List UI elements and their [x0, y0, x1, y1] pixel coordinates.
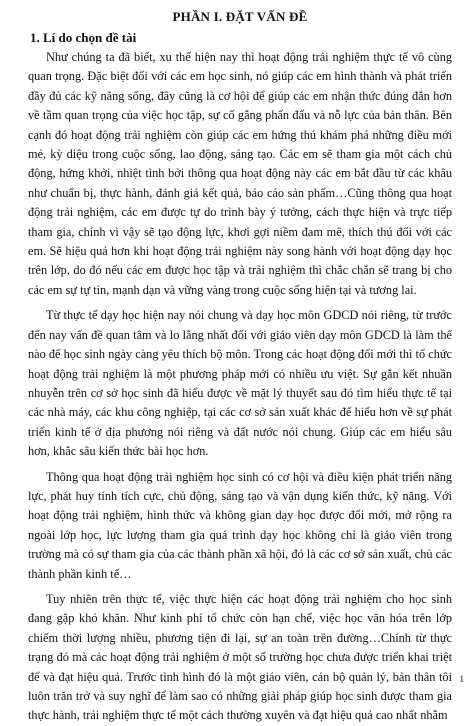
part-title: PHẦN I. ĐẶT VẤN ĐỀ	[172, 9, 308, 24]
paragraph: Thông qua hoạt động trải nghiệm học sinh có cơ hội và điều kiện phát triển năng lực, phát huy tính tích cực, chủ động, sáng tạo và vận dụng kiến thức, kỹ năng. Với hoạt động trải nghiệm, hình thức và không gian dạy học được đổi mới, mở rộng ra ngoài lớp học, lực lượng tham gia quá trình dạy học không chỉ là giáo viên trong trường mà có sự tham gia của các thành phần xã hội, đó là các cơ sở sản xuất, chủ các thành phần kinh tế…	[28, 469, 452, 581]
section-heading: 1. Lí do chọn đề tài	[30, 30, 137, 45]
page-number: 1	[459, 674, 464, 684]
paragraph: Từ thực tế dạy học hiện nay nói chung và dạy học môn GDCD nói riêng, từ trước đến nay vấn đề quan tâm và lo lắng nhất đối với giáo viên dạy môn GDCD là làm thế nào để học sinh ngày càng yêu thích bộ môn. Trong các hoạt động đổi mới thì tổ chức hoạt động trải nghiệm là một phương pháp mới có nhiều ưu việt. Sự gắn kết nhuần nhuyễn trên cơ sở học sinh đã hiểu được về mặt lý thuyết sau đó tìm hiểu thực tế tại các nhà máy, các khu công nghiệp, tại các cơ sở sản xuất khác để hiểu hơn về sự phát triển kinh tế ở địa phương nói riêng và đất nước nói chung. Giúp các em hiểu sâu hơn, khắc sâu kiến thức bài học hơn.	[28, 308, 452, 459]
paragraph: Tuy nhiên trên thực tế, việc thực hiện các hoạt động trải nghiệm cho học sinh đang gặp khó khăn. Như kinh phí tổ chức còn hạn chế, việc học văn hóa trên lớp chiếm thời lượng nhiều, phương tiện đi lại, sự an toàn trên đường…Chính từ thực trạng đó mà các hoạt động trải nghiệm ở một số trường học chưa được triển khai triệt để và đạt hiệu quả. Trước tình hình đó là một giáo viên, cán bộ quản lý, bản thân tôi luôn trăn trở và suy nghĩ để làm sao có những giải pháp giúp học sinh được tham gia thực hành, trải nghiệm thực tế một cách thường xuyên và đạt hiệu quả cao nhất nhằm	[28, 591, 452, 723]
paragraph: Như chúng ta đã biết, xu thế hiện nay thì hoạt động trải nghiệm thực tế vô cùng quan trọng. Đặc biệt đối với các em học sinh, nó giúp các em hình thành và phát triển đầy đủ các kỹ năng sống, đây cũng là cơ hội để giúp các em nhận thức đúng đắn hơn về tầm quan trọng của việc học tập, sự cố gắng phấn đấu và nỗ lực của bản thân. Bên cạnh đó hoạt động trải nghiệm còn giúp các em hứng thú khám phá những điều mới mẻ, kỳ diệu trong cuộc sống, lao động, sáng tạo. Các em sẽ tham gia một cách chủ động, hứng khởi, nhiệt tình bởi thông qua hoạt động này các em bắt đầu từ các khâu như chuẩn bị, thực hành, đánh giá kết quả, báo cáo sản phẩm…Cũng thông qua hoạt động trải nghiệm, các em được tự do trình bày ý tưởng, cách thực hiện và trực tiếp tham gia, chính vì vậy sẽ tạo động lực, khơi gợi niềm đam mê, thích thú đối với các em. Sẽ hiệu quả hơn khi hoạt động trải nghiệm này song hành với hoạt động dạy học trên lớp, do đó nếu các em được học tập và trải nghiệm thì chắc chắn sẽ trang bị cho các em sự tự tin, mạnh dạn và vững vàng trong cuộc sống hiện tại và tương lai.	[28, 50, 452, 297]
